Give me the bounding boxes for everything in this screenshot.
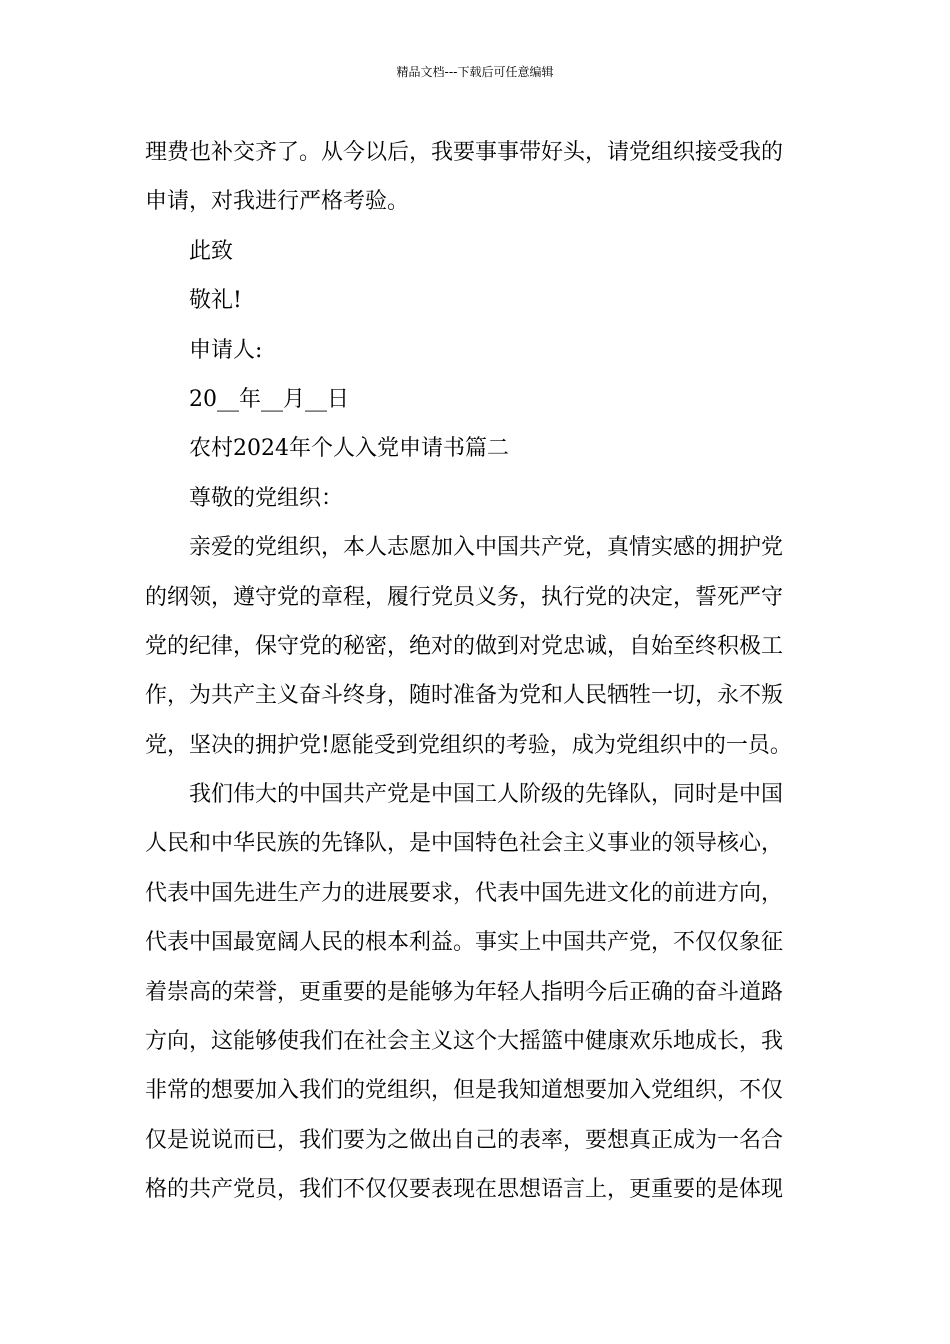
- text-line: 格的共产党员，我们不仅仅要表现在思想语言上，更重要的是体现: [145, 1177, 784, 1203]
- text-line: 我们伟大的中国共产党是中国工人阶级的先锋队，同时是中国: [189, 782, 784, 808]
- text-line: 非常的想要加入我们的党组织，但是我知道想要加入党组织，不仅: [145, 1078, 784, 1104]
- salutation-line: 敬礼!: [189, 288, 242, 314]
- text-line: 人民和中华民族的先锋队，是中国特色社会主义事业的领导核心，: [145, 831, 784, 857]
- text-line: 理费也补交齐了。从今以后，我要事事带好头，请党组织接受我的: [145, 140, 784, 165]
- text-line: 党，坚决的拥护党!愿能受到党组织的考验，成为党组织中的一员。: [145, 732, 792, 758]
- text-line: 仅是说说而已，我们要为之做出自己的表率，要想真正成为一名合: [145, 1127, 784, 1153]
- date-line: 20__年__月__日: [189, 386, 349, 412]
- document-body: [145, 128, 810, 1215]
- text-line: 申请，对我进行严格考验。: [145, 189, 410, 215]
- greeting-line: 尊敬的党组织：: [189, 485, 344, 511]
- text-line: 亲爱的党组织，本人志愿加入中国共产党，真情实感的拥护党: [189, 535, 784, 561]
- text-line: 代表中国最宽阔人民的根本利益。事实上中国共产党，不仅仅象征: [145, 930, 784, 956]
- text-line: 方向，这能够使我们在社会主义这个大摇篮中健康欢乐地成长，我: [145, 1029, 784, 1055]
- text-line: 的纲领，遵守党的章程，履行党员义务，执行党的决定，誓死严守: [145, 584, 784, 610]
- text-line: 作，为共产主义奋斗终身，随时准备为党和人民牺牲一切，永不叛: [145, 683, 784, 709]
- text-line: 党的纪律，保守党的秘密，绝对的做到对党忠诚，自始至终积极工: [145, 633, 784, 659]
- text-line: 着崇高的荣誉，更重要的是能够为年轻人指明今后正确的奋斗道路: [145, 979, 784, 1005]
- section-title: 农村2024年个人入党申请书篇二: [189, 436, 509, 462]
- text-line: 代表中国先进生产力的进展要求，代表中国先进文化的前进方向，: [145, 880, 784, 906]
- salutation-line: 此致: [189, 238, 234, 264]
- applicant-label: 申请人:: [189, 337, 263, 363]
- page-header: 精品文档---下载后可任意编辑: [396, 65, 554, 79]
